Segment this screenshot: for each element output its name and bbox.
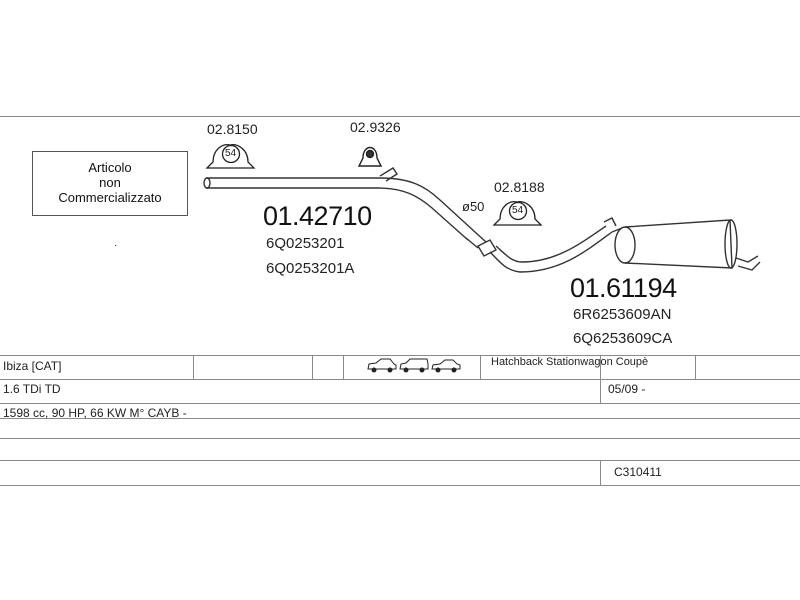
notice-line-1: Articolo (88, 160, 132, 175)
clamp-front-part-number[interactable]: 02.8150 (207, 121, 258, 137)
rear-muffler-oem-2: 6Q6253609CA (573, 330, 673, 347)
table-col-sep (600, 460, 601, 485)
rear-muffler-oem-1: 6R6253609AN (573, 306, 672, 323)
table-rule-5 (0, 438, 800, 439)
front-pipe-oem-2: 6Q0253201A (266, 260, 355, 277)
catalog-code: C310411 (614, 465, 662, 479)
front-pipe-part-number[interactable]: 01.42710 (263, 201, 372, 231)
engine-type: 1.6 TDi TD (3, 382, 61, 396)
table-rule-2 (0, 379, 800, 380)
rear-muffler-part-number[interactable]: 01.61194 (570, 273, 677, 303)
table-col-sep (600, 379, 601, 403)
coupe-car-icon (430, 358, 462, 374)
vehicle-model: Ibiza [CAT] (3, 359, 62, 373)
body-types: Hatchback Stationwagon Coupè (491, 356, 649, 368)
front-pipe-oem-1: 6Q0253201 (266, 235, 345, 252)
table-rule-6 (0, 460, 800, 461)
hanger-part-number[interactable]: 02.9326 (350, 119, 401, 135)
stray-dot: · (114, 240, 118, 251)
rear-muffler-drawing[interactable] (604, 218, 760, 270)
hatchback-car-icon (366, 358, 398, 374)
engine-specs: 1598 cc, 90 HP, 66 KW M° CAYB - (3, 406, 187, 420)
rubber-hanger-icon[interactable] (359, 148, 381, 167)
intermediate-pipe-drawing[interactable] (478, 226, 612, 272)
production-date: 05/09 - (608, 382, 646, 396)
clamp-rear-part-number[interactable]: 02.8188 (494, 179, 545, 195)
clamp-size-label: 54 (225, 148, 237, 159)
table-rule-3 (0, 403, 800, 404)
notice-line-3: Commercializzato (58, 190, 162, 205)
clamp-size-label: 54 (512, 205, 524, 216)
table-rule-7 (0, 485, 800, 486)
stationwagon-car-icon (398, 358, 430, 374)
notice-line-2: non (99, 175, 121, 190)
pipe-diameter-label: ø50 (462, 199, 485, 214)
